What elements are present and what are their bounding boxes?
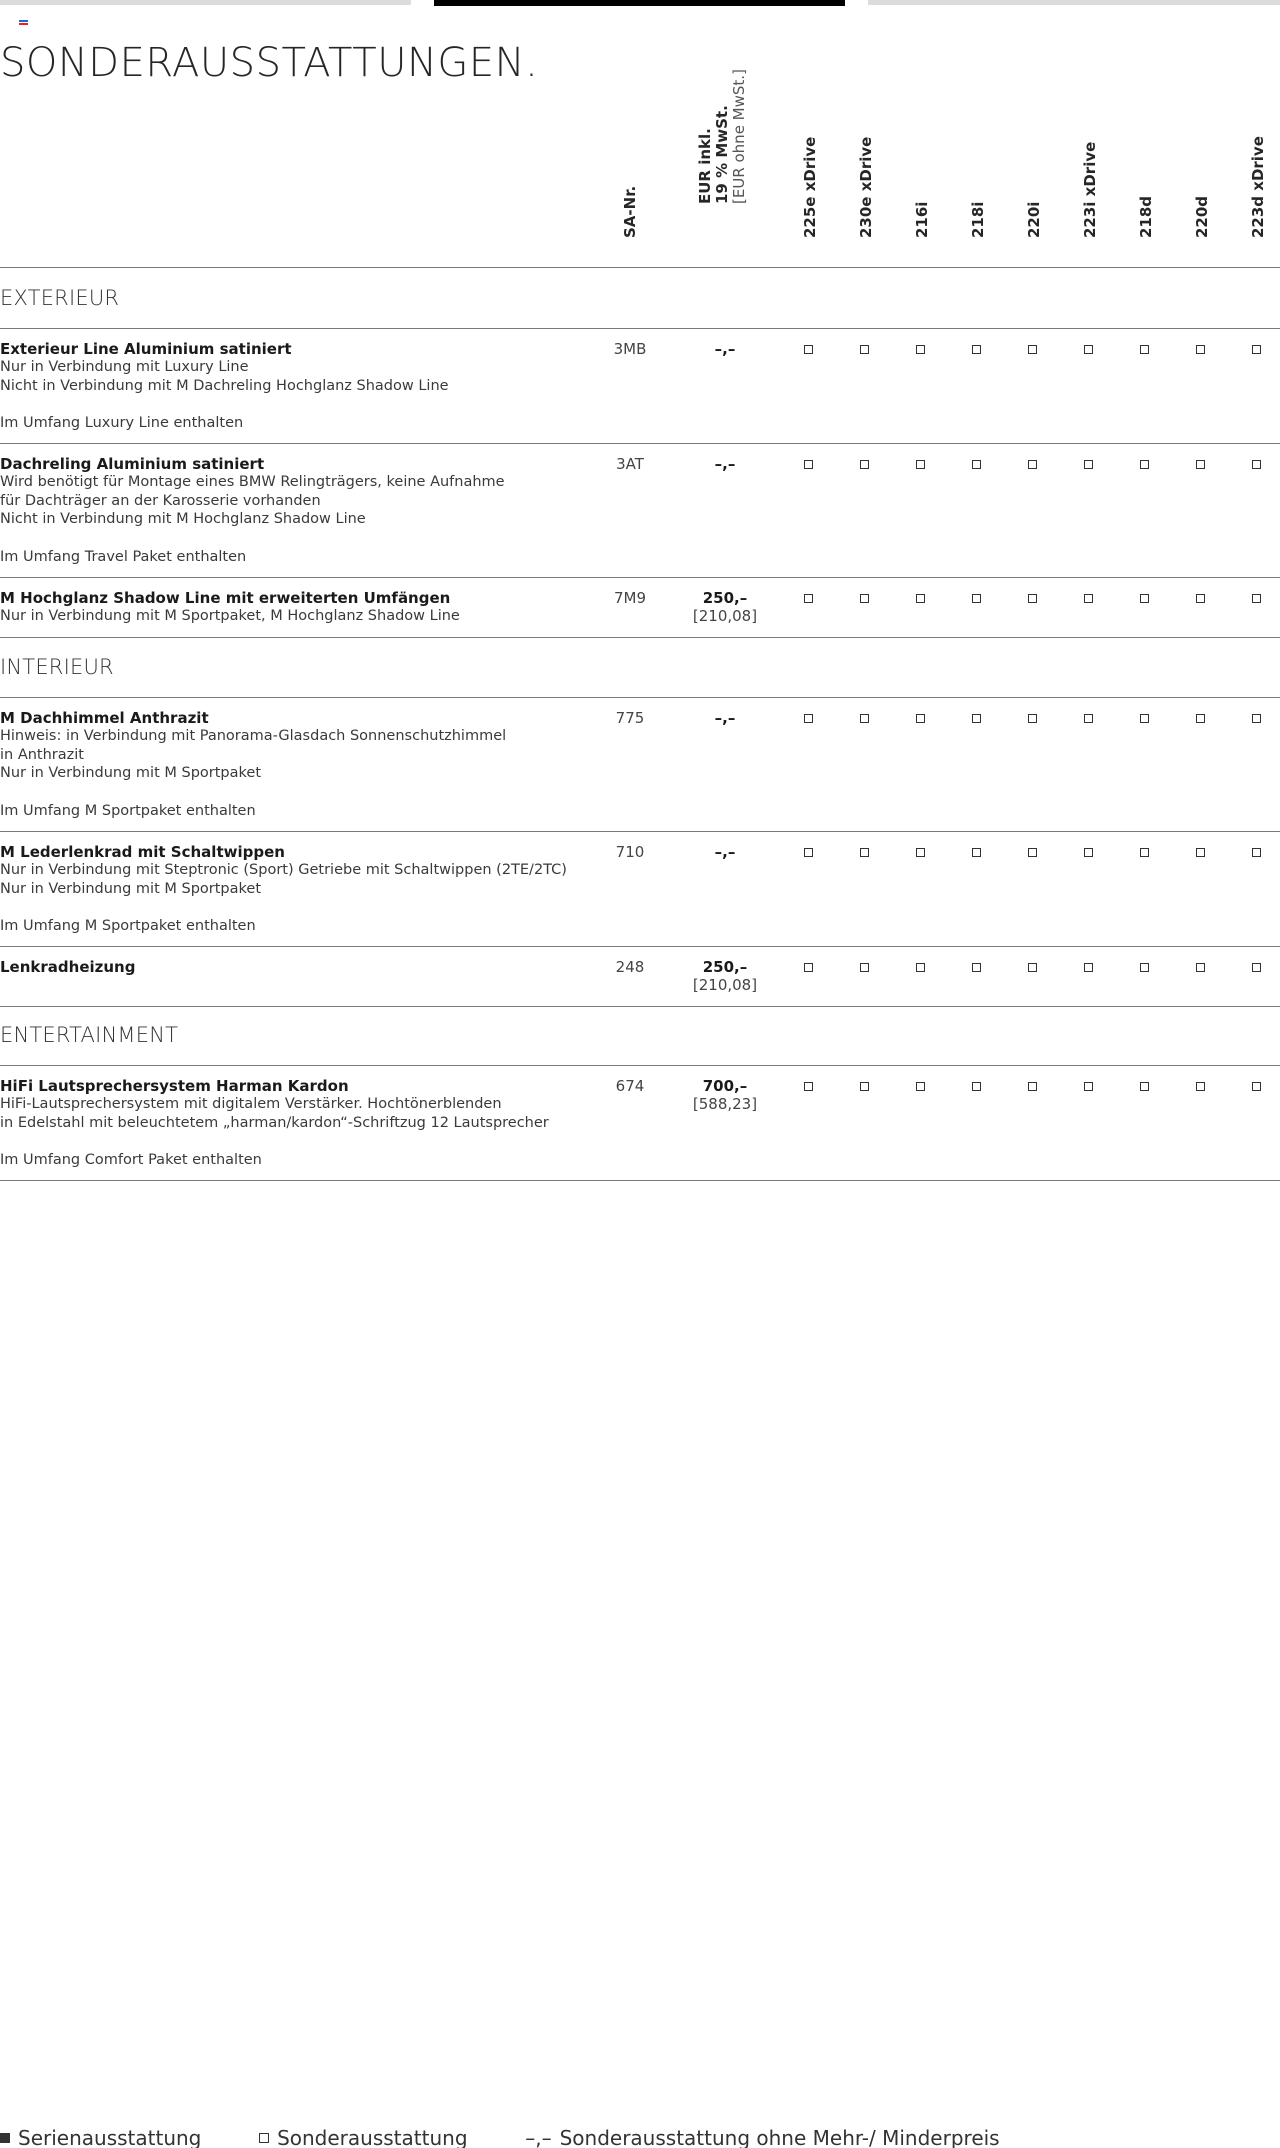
optional-square-icon [259, 2133, 269, 2143]
optional-square-icon [860, 848, 869, 857]
sa-number: 3MB [613, 340, 647, 358]
optional-square-icon [1028, 460, 1037, 469]
optional-square-icon [1252, 1082, 1261, 1091]
optional-square-icon [1252, 963, 1261, 972]
optional-square-icon [1140, 594, 1149, 603]
section-title: INTERIEUR [0, 655, 114, 679]
row-divider [0, 1006, 1280, 1007]
sa-number: 248 [615, 958, 645, 976]
option-description: Nicht in Verbindung mit M Hochglanz Shadow Line [0, 511, 366, 527]
optional-square-icon [972, 848, 981, 857]
option-description: Wird benötigt für Montage eines BMW Relingträgers, keine Aufnahme [0, 474, 505, 490]
optional-square-icon [916, 963, 925, 972]
price-net: [210,08] [692, 976, 758, 994]
column-model-8: 223d xDrive [1249, 136, 1267, 238]
optional-square-icon [1028, 963, 1037, 972]
optional-square-icon [1196, 345, 1205, 354]
option-description: Nur in Verbindung mit M Sportpaket, M Hochglanz Shadow Line [0, 608, 460, 624]
optional-square-icon [972, 594, 981, 603]
legend [0, 2124, 1000, 2148]
optional-square-icon [1196, 594, 1205, 603]
price-gross: –,– [714, 709, 736, 727]
sa-number: 7M9 [613, 589, 647, 607]
sa-number: 3AT [616, 455, 644, 473]
optional-square-icon [1084, 1082, 1093, 1091]
optional-square-icon [1196, 714, 1205, 723]
optional-square-icon [860, 963, 869, 972]
option-title: M Dachhimmel Anthrazit [0, 709, 209, 727]
optional-square-icon [1140, 345, 1149, 354]
optional-square-icon [972, 460, 981, 469]
optional-square-icon [1252, 345, 1261, 354]
optional-square-icon [1028, 345, 1037, 354]
optional-square-icon [1084, 848, 1093, 857]
optional-square-icon [972, 963, 981, 972]
optional-square-icon [972, 1082, 981, 1091]
column-model-4: 220i [1025, 201, 1043, 238]
optional-square-icon [916, 594, 925, 603]
column-model-3: 218i [969, 201, 987, 238]
optional-square-icon [1196, 1082, 1205, 1091]
price-gross: –,– [714, 340, 736, 358]
column-model-2: 216i [913, 201, 931, 238]
optional-square-icon [1252, 460, 1261, 469]
optional-square-icon [916, 460, 925, 469]
tab-previous[interactable] [0, 0, 411, 5]
table-row [0, 843, 1280, 936]
optional-square-icon [804, 594, 813, 603]
column-model-5: 223i xDrive [1081, 141, 1099, 238]
option-note: Im Umfang M Sportpaket enthalten [0, 918, 256, 934]
price-cell [675, 589, 775, 625]
price-gross: 250,– [702, 958, 748, 976]
column-model-1: 230e xDrive [857, 136, 875, 238]
optional-square-icon [804, 714, 813, 723]
optional-square-icon [972, 714, 981, 723]
optional-square-icon [860, 460, 869, 469]
optional-square-icon [1140, 1082, 1149, 1091]
option-note: Im Umfang Luxury Line enthalten [0, 415, 244, 431]
price-cell [675, 843, 775, 861]
option-description: Hinweis: in Verbindung mit Panorama-Glasdach Sonnenschutzhimmel [0, 728, 507, 744]
option-description: Nicht in Verbindung mit M Dachreling Hochglanz Shadow Line [0, 377, 449, 394]
option-description: Nur in Verbindung mit M Sportpaket [0, 880, 261, 897]
option-description: Nur in Verbindung mit Steptronic (Sport) Getriebe mit Schaltwippen (2TE/2TC) [0, 862, 567, 878]
optional-square-icon [1140, 848, 1149, 857]
table-header [0, 69, 1280, 268]
standard-square-icon [0, 2133, 10, 2143]
row-divider [0, 577, 1280, 578]
price-net: [588,23] [692, 1095, 758, 1113]
column-sa-nr: SA-Nr. [621, 185, 639, 238]
price-gross: –,– [714, 843, 736, 861]
optional-square-icon [860, 594, 869, 603]
table-row [0, 589, 1280, 626]
option-note: Im Umfang Travel Paket enthalten [0, 548, 247, 565]
tab-next[interactable] [868, 0, 1280, 5]
page-tab-bar [0, 0, 1280, 6]
price-cell [675, 455, 775, 473]
optional-square-icon [1196, 848, 1205, 857]
table-row [0, 340, 1280, 433]
column-model-6: 218d [1137, 195, 1155, 238]
row-divider [0, 946, 1280, 947]
optional-square-icon [804, 963, 813, 972]
option-description: für Dachträger an der Karosserie vorhanden [0, 492, 321, 509]
legend-no-price: Sonderausstattung ohne Mehr-/ Minderpreis [559, 2125, 1000, 2148]
optional-square-icon [1252, 714, 1261, 723]
optional-square-icon [1140, 963, 1149, 972]
price-gross: 700,– [702, 1077, 748, 1095]
optional-square-icon [804, 460, 813, 469]
optional-square-icon [804, 1082, 813, 1091]
price-net: [210,08] [692, 607, 758, 625]
option-title: Exterieur Line Aluminium satiniert [0, 340, 292, 358]
option-description: HiFi-Lautsprechersystem mit digitalem Verstärker. Hochtönerblenden [0, 1096, 502, 1112]
sa-number: 710 [615, 843, 645, 861]
price-cell [675, 958, 775, 994]
page-title: SONDERAUSSTATTUNGEN. [0, 40, 539, 86]
optional-square-icon [1196, 963, 1205, 972]
price-cell [675, 709, 775, 727]
optional-square-icon [860, 714, 869, 723]
price-gross: 250,– [702, 589, 748, 607]
column-model-7: 220d [1193, 195, 1211, 238]
option-title: M Hochglanz Shadow Line mit erweiterten Umfängen [0, 589, 451, 607]
optional-square-icon [1084, 345, 1093, 354]
brand-stripes-logo [19, 20, 28, 27]
optional-square-icon [804, 345, 813, 354]
optional-square-icon [1140, 460, 1149, 469]
table-row [0, 455, 1280, 566]
option-description: Nur in Verbindung mit Luxury Line [0, 359, 249, 375]
optional-square-icon [1196, 460, 1205, 469]
optional-square-icon [916, 714, 925, 723]
optional-square-icon [860, 1082, 869, 1091]
optional-square-icon [972, 345, 981, 354]
optional-square-icon [1252, 594, 1261, 603]
row-divider [0, 1180, 1280, 1181]
row-divider [0, 697, 1280, 698]
row-divider [0, 831, 1280, 832]
option-note: Im Umfang Comfort Paket enthalten [0, 1152, 262, 1168]
optional-square-icon [1084, 714, 1093, 723]
sa-number: 674 [615, 1077, 645, 1095]
optional-square-icon [1084, 460, 1093, 469]
tab-current[interactable] [434, 0, 845, 6]
row-divider [0, 1065, 1280, 1066]
price-cell [675, 1077, 775, 1113]
option-description: in Anthrazit [0, 746, 84, 763]
legend-optional: Sonderausstattung [277, 2125, 468, 2148]
option-description: Nur in Verbindung mit M Sportpaket [0, 765, 261, 781]
option-title: Lenkradheizung [0, 958, 136, 976]
price-gross: –,– [714, 455, 736, 473]
legend-no-price-symbol: –,– [525, 2125, 552, 2148]
optional-square-icon [1028, 1082, 1037, 1091]
optional-square-icon [916, 1082, 925, 1091]
optional-square-icon [916, 345, 925, 354]
table-row [0, 958, 1280, 994]
row-divider [0, 637, 1280, 638]
optional-square-icon [1028, 594, 1037, 603]
option-title: Dachreling Aluminium satiniert [0, 455, 265, 473]
option-note: Im Umfang M Sportpaket enthalten [0, 802, 256, 819]
option-description: in Edelstahl mit beleuchtetem „harman/kardon“-Schriftzug 12 Lautsprecher [0, 1114, 549, 1131]
optional-square-icon [1252, 848, 1261, 857]
column-price: EUR inkl. 19 % MwSt. [EUR ohne MwSt.] [696, 69, 748, 204]
optional-square-icon [916, 848, 925, 857]
row-divider [0, 443, 1280, 444]
optional-square-icon [860, 345, 869, 354]
optional-square-icon [1084, 963, 1093, 972]
optional-square-icon [804, 848, 813, 857]
optional-square-icon [1140, 714, 1149, 723]
optional-square-icon [1028, 848, 1037, 857]
row-divider [0, 328, 1280, 329]
column-model-0: 225e xDrive [801, 136, 819, 238]
legend-standard: Serienausstattung [18, 2125, 202, 2148]
section-title: EXTERIEUR [0, 286, 120, 310]
optional-square-icon [1028, 714, 1037, 723]
section-title: ENTERTAINMENT [0, 1023, 179, 1047]
table-row [0, 709, 1280, 820]
price-cell [675, 340, 775, 358]
option-title: HiFi Lautsprechersystem Harman Kardon [0, 1077, 349, 1095]
optional-square-icon [1084, 594, 1093, 603]
option-title: M Lederlenkrad mit Schaltwippen [0, 843, 285, 861]
table-row [0, 1077, 1280, 1170]
sa-number: 775 [615, 709, 645, 727]
